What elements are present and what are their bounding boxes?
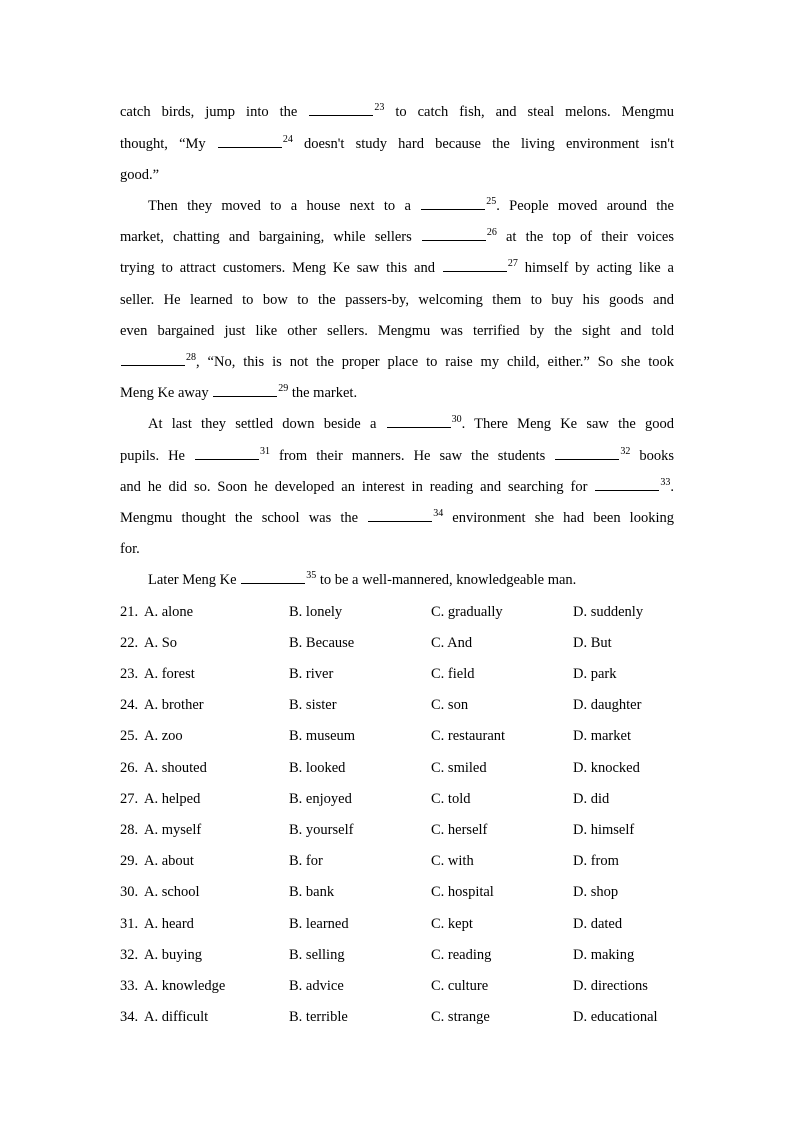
option-b: B. looked <box>289 760 346 776</box>
blank-number-30: 30 <box>451 414 462 425</box>
question-number: 30. <box>120 884 139 900</box>
question-34 <box>120 1007 680 1027</box>
question-number: 24. <box>120 697 139 713</box>
answer-blank-35 <box>241 570 305 584</box>
blank-number-32: 32 <box>620 446 631 457</box>
answer-blank-33 <box>595 477 659 491</box>
passage-line-12: pupils. He $^{31}$ from their manners. He saw the students $^{32}$ books <box>120 446 674 464</box>
question-number: 25. <box>120 728 139 744</box>
question-number: 32. <box>120 947 139 963</box>
blank-number-24: 24 <box>282 134 293 145</box>
question-number: 26. <box>120 760 139 776</box>
option-a: A. school <box>144 884 200 900</box>
option-c: C. kept <box>431 916 473 932</box>
option-a: A. forest <box>144 666 195 682</box>
answer-blank-23 <box>309 102 373 116</box>
answer-blank-24 <box>218 134 282 148</box>
option-d: D. directions <box>573 978 648 994</box>
question-22 <box>120 633 680 653</box>
question-number: 34. <box>120 1009 139 1025</box>
question-28 <box>120 820 680 840</box>
option-b: B. river <box>289 666 334 682</box>
answer-blank-27 <box>443 258 507 272</box>
blank-number-26: 26 <box>486 227 497 238</box>
blank-number-35: 35 <box>306 570 317 581</box>
option-d: D. shop <box>573 884 619 900</box>
option-b: B. selling <box>289 947 345 963</box>
passage-line-3: good.” <box>120 167 160 183</box>
answer-blank-30 <box>387 414 451 428</box>
option-a: A. heard <box>144 916 194 932</box>
question-number: 29. <box>120 853 139 869</box>
option-a: A. myself <box>144 822 202 838</box>
option-d: D. from <box>573 853 619 869</box>
passage-line-14: Mengmu thought the school was the $^{34}$ environment she had been looking <box>120 508 674 526</box>
passage-line-16: Later Meng Ke $^{35}$ to be a well-mannered, knowledgeable man. <box>148 570 577 588</box>
option-b: B. Because <box>289 635 355 651</box>
passage-line-13: and he did so. Soon he developed an interest in reading and searching for $^{33}$. <box>120 477 674 495</box>
blank-number-34: 34 <box>433 508 444 519</box>
option-c: C. restaurant <box>431 728 506 744</box>
option-d: D. suddenly <box>573 604 644 620</box>
answer-blank-31 <box>195 446 259 460</box>
option-d: D. did <box>573 791 610 807</box>
option-a: A. So <box>144 635 178 651</box>
answer-blank-28 <box>121 352 185 366</box>
option-d: D. market <box>573 728 631 744</box>
option-c: C. strange <box>431 1009 490 1025</box>
option-c: C. herself <box>431 822 488 838</box>
passage-line-5: market, chatting and bargaining, while sellers $^{26}$ at the top of their voices <box>120 227 674 245</box>
option-a: A. about <box>144 853 194 869</box>
option-d: D. making <box>573 947 635 963</box>
option-a: A. difficult <box>144 1009 209 1025</box>
question-number: 23. <box>120 666 139 682</box>
option-b: B. enjoyed <box>289 791 352 807</box>
passage-line-4: Then they moved to a house next to a $^{25}$. People moved around the <box>148 196 674 214</box>
answer-blank-29 <box>213 383 277 397</box>
option-d: D. dated <box>573 916 623 932</box>
question-30 <box>120 882 680 902</box>
answer-blank-26 <box>422 227 486 241</box>
blank-number-28: 28 <box>186 352 196 363</box>
question-27 <box>120 789 680 809</box>
blank-number-33: 33 <box>660 477 671 488</box>
option-b: B. museum <box>289 728 356 744</box>
option-b: B. sister <box>289 697 337 713</box>
question-24 <box>120 695 680 715</box>
answer-blank-25 <box>421 196 485 210</box>
answer-blank-32 <box>555 446 619 460</box>
option-d: D. knocked <box>573 760 640 776</box>
option-c: C. smiled <box>431 760 487 776</box>
option-a: A. shouted <box>144 760 207 776</box>
passage-line-9: $^{28}$, “No, this is not the proper place to raise my child, either.” So she took <box>120 352 674 372</box>
option-a: A. knowledge <box>144 978 226 994</box>
question-number: 21. <box>120 604 139 620</box>
option-b: B. advice <box>289 978 344 994</box>
passage-line-1: catch birds, jump into the $^{23}$ to catch fish, and steal melons. Mengmu <box>120 102 674 120</box>
question-number: 27. <box>120 791 139 807</box>
passage-line-8: even bargained just like other sellers. Mengmu was terrified by the sight and told <box>120 323 674 339</box>
passage-line-6: trying to attract customers. Meng Ke saw this and $^{27}$ himself by acting like a <box>120 258 674 276</box>
question-number: 28. <box>120 822 139 838</box>
question-29 <box>120 851 680 871</box>
option-c: C. told <box>431 791 471 807</box>
question-number: 22. <box>120 635 139 651</box>
question-33 <box>120 976 680 996</box>
option-b: B. for <box>289 853 323 869</box>
question-31 <box>120 914 680 934</box>
option-c: C. And <box>431 635 473 651</box>
option-d: D. daughter <box>573 697 642 713</box>
question-number: 33. <box>120 978 139 994</box>
option-b: B. learned <box>289 916 349 932</box>
option-c: C. son <box>431 697 469 713</box>
passage-line-15: for. <box>120 541 140 557</box>
option-d: D. But <box>573 635 612 651</box>
option-b: B. terrible <box>289 1009 348 1025</box>
question-25 <box>120 726 680 746</box>
passage-line-7: seller. He learned to bow to the passers-by, welcoming them to buy his goods and <box>120 292 674 308</box>
passage-line-2: thought, “My $^{24}$ doesn't study hard because the living environment isn't <box>120 134 674 152</box>
answer-blank-34 <box>368 508 432 522</box>
option-a: A. buying <box>144 947 202 963</box>
option-c: C. hospital <box>431 884 494 900</box>
option-c: C. field <box>431 666 475 682</box>
option-a: A. brother <box>144 697 204 713</box>
option-c: C. with <box>431 853 474 869</box>
blank-number-27: 27 <box>507 258 518 269</box>
blank-number-25: 25 <box>486 196 497 207</box>
question-32 <box>120 945 680 965</box>
question-26 <box>120 758 680 778</box>
blank-number-29: 29 <box>278 383 289 394</box>
question-21 <box>120 602 680 622</box>
passage-line-10: Meng Ke away $^{29}$ the market. <box>120 383 358 401</box>
option-d: D. himself <box>573 822 635 838</box>
option-d: D. park <box>573 666 617 682</box>
option-a: A. helped <box>144 791 201 807</box>
option-b: B. bank <box>289 884 335 900</box>
option-a: A. zoo <box>144 728 183 744</box>
blank-number-31: 31 <box>260 446 271 457</box>
question-number: 31. <box>120 916 139 932</box>
option-a: A. alone <box>144 604 194 620</box>
question-23 <box>120 664 680 684</box>
option-c: C. reading <box>431 947 492 963</box>
option-c: C. gradually <box>431 604 503 620</box>
option-b: B. yourself <box>289 822 354 838</box>
option-c: C. culture <box>431 978 489 994</box>
blank-number-23: 23 <box>374 102 385 113</box>
option-d: D. educational <box>573 1009 658 1025</box>
option-b: B. lonely <box>289 604 343 620</box>
passage-line-11: At last they settled down beside a $^{30}$. There Meng Ke saw the good <box>148 414 674 432</box>
